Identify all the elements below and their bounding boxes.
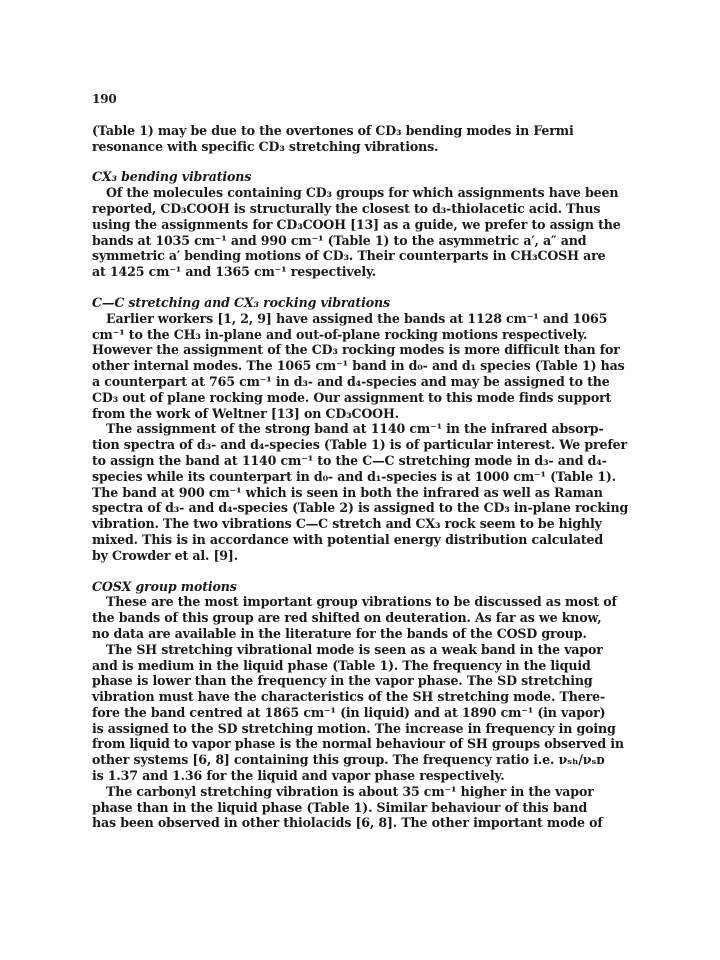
text-line: other internal modes. The 1065 cm⁻¹ band in d₀- and d₁ species (Table 1) has [92, 358, 625, 374]
text-line: resonance with specific CD₃ stretching vibrations. [92, 138, 439, 154]
page-number: 190 [92, 92, 117, 106]
text-line: symmetric a′ bending motions of CD₃. Their counterparts in CH₃COSH are [92, 248, 606, 264]
text-line: to assign the band at 1140 cm⁻¹ to the C—C stretching mode in d₃- and d₄- [92, 452, 607, 468]
text-line: bands at 1035 cm⁻¹ and 990 cm⁻¹ (Table 1) to the asymmetric a′, a″ and [92, 232, 587, 248]
text-line: vibration must have the characteristics of the SH stretching mode. There- [92, 689, 606, 705]
text-line: The band at 900 cm⁻¹ which is seen in both the infrared as well as Raman [92, 484, 603, 500]
text-line: by Crowder et al. [9]. [92, 547, 238, 563]
text-line: CD₃ out of plane rocking mode. Our assignment to this mode finds support [92, 389, 612, 405]
text-line: using the assignments for CD₃COOH [13] as a guide, we prefer to assign the [92, 216, 621, 232]
text-line: However the assignment of the CD₃ rocking modes is more difficult than for [92, 342, 620, 358]
document-page [92, 92, 632, 831]
text-line: other systems [6, 8] containing this group. The frequency ratio i.e. νₛₕ/νₛᴅ [92, 752, 605, 768]
text-line: The SH stretching vibrational mode is seen as a weak band in the vapor [106, 641, 603, 657]
body-text [92, 123, 632, 831]
text-line: is assigned to the SD stretching motion. The increase in frequency in going [92, 720, 616, 736]
text-line: These are the most important group vibrations to be discussed as most of [106, 594, 617, 610]
section-gap [92, 564, 632, 579]
text-line: the bands of this group are red shifted on deuteration. As far as we know, [92, 610, 602, 626]
text-line: vibration. The two vibrations C—C stretch and CX₃ rock seem to be highly [92, 516, 602, 532]
text-line: The carbonyl stretching vibration is about 35 cm⁻¹ higher in the vapor [106, 783, 594, 799]
text-line: is 1.37 and 1.36 for the liquid and vapor phase respectively. [92, 768, 505, 784]
text-line: mixed. This is in accordance with potential energy distribution calculated [92, 531, 604, 547]
section-gap [92, 154, 632, 169]
text-line: at 1425 cm⁻¹ and 1365 cm⁻¹ respectively. [92, 264, 377, 280]
text-line: (Table 1) may be due to the overtones of CD₃ bending modes in Fermi [92, 122, 574, 138]
text-line: fore the band centred at 1865 cm⁻¹ (in liquid) and at 1890 cm⁻¹ (in vapor) [92, 704, 606, 720]
section-gap [92, 280, 632, 295]
text-line: phase is lower than the frequency in the vapor phase. The SD stretching [92, 673, 593, 689]
text-line: Of the molecules containing CD₃ groups for which assignments have been [106, 185, 619, 201]
text-line: spectra of d₃- and d₄-species (Table 2) is assigned to the CD₃ in-plane rocking [92, 500, 629, 516]
text-line: The assignment of the strong band at 1140 cm⁻¹ in the infrared absorp- [106, 421, 604, 437]
text-line: from liquid to vapor phase is the normal behaviour of SH groups observed in [92, 736, 624, 752]
text-line: Earlier workers [1, 2, 9] have assigned the bands at 1128 cm⁻¹ and 1065 [106, 310, 608, 326]
section-heading: C—C stretching and CX₃ rocking vibrations [92, 294, 390, 310]
text-line: species while its counterpart in d₀- and d₁-species is at 1000 cm⁻¹ (Table 1). [92, 468, 616, 484]
text-line: from the work of Weltner [13] on CD₃COOH. [92, 405, 399, 421]
text-line: and is medium in the liquid phase (Table 1). The frequency in the liquid [92, 657, 591, 673]
text-line: phase than in the liquid phase (Table 1). Similar behaviour of this band [92, 799, 588, 815]
text-line: a counterpart at 765 cm⁻¹ in d₃- and d₄-species and may be assigned to the [92, 373, 610, 389]
text-line: has been observed in other thiolacids [6, 8]. The other important mode of [92, 815, 603, 831]
text-line: tion spectra of d₃- and d₄-species (Table 1) is of particular interest. We prefer [92, 437, 627, 453]
text-line: reported, CD₃COOH is structurally the closest to d₃-thiolacetic acid. Thus [92, 200, 601, 216]
section-heading: COSX group motions [92, 578, 237, 594]
text-line: cm⁻¹ to the CH₃ in-plane and out-of-plane rocking motions respectively. [92, 326, 588, 342]
text-line: no data are available in the literature for the bands of the COSD group. [92, 625, 587, 641]
section-heading: CX₃ bending vibrations [92, 169, 252, 185]
